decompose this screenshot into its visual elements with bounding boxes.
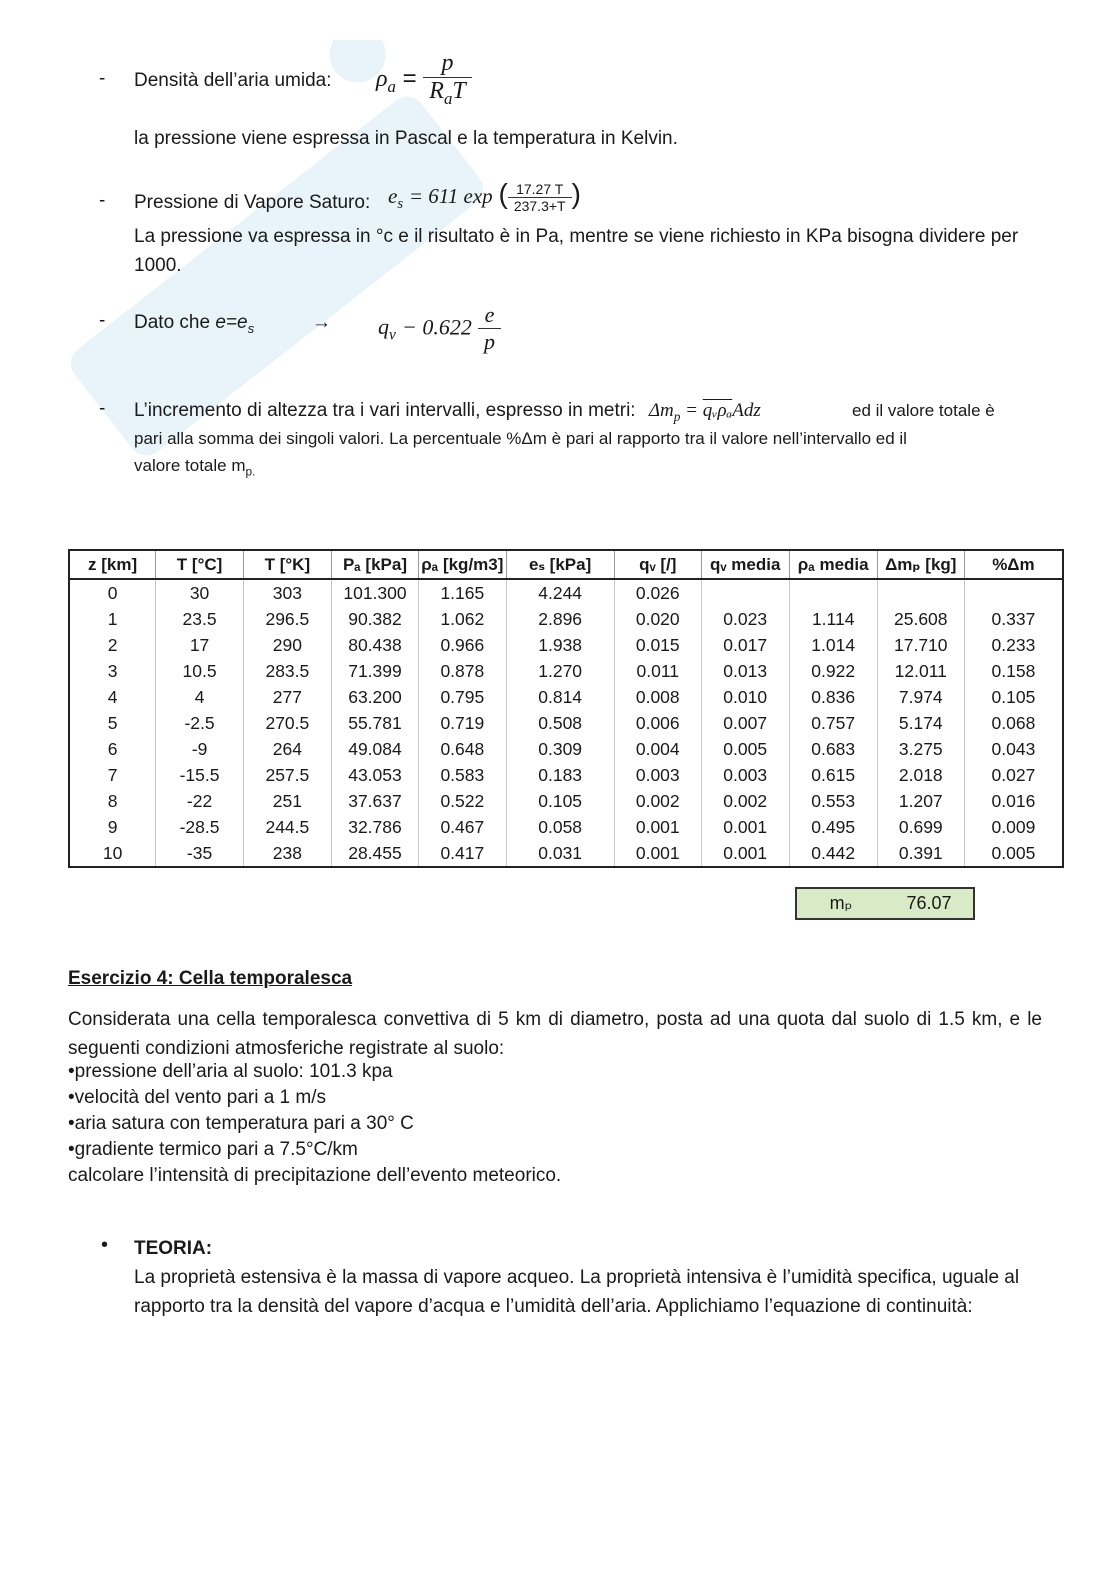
table-cell: -22: [156, 788, 244, 814]
table-cell: 0.017: [701, 632, 789, 658]
column-header: ρₐ [kg/m3]: [419, 550, 506, 579]
table-cell: 0.467: [419, 814, 506, 840]
table-cell: 2: [69, 632, 156, 658]
table-cell: [877, 579, 964, 606]
table-cell: 0.553: [789, 788, 877, 814]
table-cell: 0.648: [419, 736, 506, 762]
table-cell: 0.068: [964, 710, 1063, 736]
table-row: [69, 840, 1063, 867]
column-header: qᵥ [/]: [614, 550, 701, 579]
table-cell: 0.026: [614, 579, 701, 606]
table-cell: 80.438: [331, 632, 418, 658]
table-cell: 0.011: [614, 658, 701, 684]
table-cell: 0.337: [964, 606, 1063, 632]
table-cell: 0.522: [419, 788, 506, 814]
exercise-item: •aria satura con temperatura pari a 30° C: [68, 1113, 414, 1134]
list-dash: -: [99, 190, 106, 211]
table-cell: 1.165: [419, 579, 506, 606]
column-header: Δmₚ [kg]: [877, 550, 964, 579]
table-cell: 2.896: [506, 606, 614, 632]
table-cell: 0.002: [701, 788, 789, 814]
table-row: [69, 814, 1063, 840]
table-cell: 10.5: [156, 658, 244, 684]
bullet-icon: •: [101, 1234, 109, 1256]
column-header: eₛ [kPa]: [506, 550, 614, 579]
list-dash: -: [99, 68, 106, 89]
table-cell: 37.637: [331, 788, 418, 814]
table-cell: -35: [156, 840, 244, 867]
table-cell: 0.442: [789, 840, 877, 867]
table-cell: 71.399: [331, 658, 418, 684]
density-note: la pressione viene espressa in Pascal e la temperatura in Kelvin.: [134, 128, 678, 149]
column-header: T [°C]: [156, 550, 244, 579]
table-cell: 0.004: [614, 736, 701, 762]
table-cell: 4: [69, 684, 156, 710]
table-cell: 0.058: [506, 814, 614, 840]
table-cell: 2.018: [877, 762, 964, 788]
table-cell: -9: [156, 736, 244, 762]
table-cell: -15.5: [156, 762, 244, 788]
table-cell: 0.001: [614, 814, 701, 840]
exercise-intro: Considerata una cella temporalesca convettiva di 5 km di diametro, posta ad una quota dal suolo di 1.5 km, e le seguenti condizioni atmosferiche registrate al suolo:: [68, 1009, 1042, 1059]
table-cell: 0.009: [964, 814, 1063, 840]
given-label: Dato che $e=e_s$: [134, 312, 255, 336]
table-cell: 49.084: [331, 736, 418, 762]
list-dash: -: [99, 310, 106, 331]
exercise-question: calcolare l’intensità di precipitazione dell’evento meteorico.: [68, 1165, 562, 1186]
increment-text-b: ed il valore totale è: [852, 401, 995, 420]
table-cell: 1.114: [789, 606, 877, 632]
table-cell: 0.309: [506, 736, 614, 762]
table-cell: 1.014: [789, 632, 877, 658]
list-dash: -: [99, 398, 106, 419]
table-cell: 277: [243, 684, 331, 710]
table-cell: 0.010: [701, 684, 789, 710]
table-cell: 10: [69, 840, 156, 867]
total-mp-box: [795, 887, 975, 920]
column-header: T [°K]: [243, 550, 331, 579]
table-cell: 0: [69, 579, 156, 606]
table-cell: 0.006: [614, 710, 701, 736]
table-cell: 3.275: [877, 736, 964, 762]
table-cell: 32.786: [331, 814, 418, 840]
table-cell: 55.781: [331, 710, 418, 736]
table-cell: 1.062: [419, 606, 506, 632]
increment-text-line1: L’incremento di altezza tra i vari intervalli, espresso in metri: $\Delta m_p$ = qᵥρₐAdz: [134, 400, 761, 424]
table-cell: 1.270: [506, 658, 614, 684]
table-cell: 0.005: [964, 840, 1063, 867]
table-cell: 25.608: [877, 606, 964, 632]
exercise-item: •pressione dell’aria al suolo: 101.3 kpa: [68, 1061, 393, 1082]
table-cell: 6: [69, 736, 156, 762]
table-cell: 0.001: [701, 814, 789, 840]
table-cell: 0.814: [506, 684, 614, 710]
increment-text-c: pari alla somma dei singoli valori. La percentuale %Δm è pari al rapporto tra il valore nell’intervallo ed il: [134, 429, 907, 448]
table-cell: 0.023: [701, 606, 789, 632]
exercise-item: •gradiente termico pari a 7.5°C/km: [68, 1139, 358, 1160]
table-cell: [789, 579, 877, 606]
saturation-label: Pressione di Vapore Saturo:: [134, 192, 371, 213]
table-cell: 28.455: [331, 840, 418, 867]
table-row: [69, 710, 1063, 736]
table-cell: 0.013: [701, 658, 789, 684]
table-cell: 0.105: [964, 684, 1063, 710]
table-row: [69, 788, 1063, 814]
table-cell: 1.207: [877, 788, 964, 814]
column-header: %Δm: [964, 550, 1063, 579]
dm-formula: $\Delta m_p$ = qᵥρₐAdz: [648, 400, 761, 424]
table-row: [69, 762, 1063, 788]
table-cell: 0.508: [506, 710, 614, 736]
table-cell: 43.053: [331, 762, 418, 788]
table-cell: 0.233: [964, 632, 1063, 658]
table-cell: 0.922: [789, 658, 877, 684]
table-row: [69, 632, 1063, 658]
table-cell: 0.001: [701, 840, 789, 867]
table-cell: 4.244: [506, 579, 614, 606]
arrow-icon: →: [312, 312, 331, 333]
table-cell: 0.043: [964, 736, 1063, 762]
data-table: [68, 549, 1064, 868]
total-value: 76.07: [906, 893, 952, 913]
column-header: qᵥ media: [701, 550, 789, 579]
density-label: Densità dell’aria umida:: [134, 70, 332, 91]
table-cell: 63.200: [331, 684, 418, 710]
table-cell: 12.011: [877, 658, 964, 684]
table-cell: 7: [69, 762, 156, 788]
table-cell: 0.417: [419, 840, 506, 867]
table-row: [69, 736, 1063, 762]
table-cell: -2.5: [156, 710, 244, 736]
column-header: ρₐ media: [789, 550, 877, 579]
table-cell: 90.382: [331, 606, 418, 632]
table-cell: 0.027: [964, 762, 1063, 788]
table-cell: 0.158: [964, 658, 1063, 684]
table-header-row: [69, 550, 1063, 579]
table-cell: 23.5: [156, 606, 244, 632]
table-cell: [701, 579, 789, 606]
table-row: [69, 606, 1063, 632]
table-cell: 0.105: [506, 788, 614, 814]
table-row: [69, 684, 1063, 710]
table-cell: 0.757: [789, 710, 877, 736]
table-cell: 0.007: [701, 710, 789, 736]
table-cell: 0.015: [614, 632, 701, 658]
table-cell: 270.5: [243, 710, 331, 736]
table-cell: 0.495: [789, 814, 877, 840]
table-row: [69, 658, 1063, 684]
table-cell: 0.836: [789, 684, 877, 710]
theory-title: TEORIA:: [134, 1238, 213, 1259]
saturation-formula: $e_s = 611$ exp ( $\frac{17.27 T}{237.3+T}$ ): [388, 178, 581, 214]
table-cell: 0.003: [614, 762, 701, 788]
qv-formula: $q_v - 0.622$ $\frac{e}{p}$: [378, 302, 501, 355]
table-cell: 0.008: [614, 684, 701, 710]
table-cell: 251: [243, 788, 331, 814]
table-cell: 1.938: [506, 632, 614, 658]
table-cell: 290: [243, 632, 331, 658]
table-cell: 17: [156, 632, 244, 658]
table-cell: 257.5: [243, 762, 331, 788]
table-cell: -28.5: [156, 814, 244, 840]
column-header: z [km]: [69, 550, 156, 579]
table-cell: 0.183: [506, 762, 614, 788]
table-cell: 0.020: [614, 606, 701, 632]
table-cell: 238: [243, 840, 331, 867]
table-cell: 0.005: [701, 736, 789, 762]
table-row: [69, 579, 1063, 606]
table-cell: 244.5: [243, 814, 331, 840]
theory-body: La proprietà estensiva è la massa di vapore acqueo. La proprietà intensiva è l’umidità specifica, uguale al rapporto tra la densità del vapore d’acqua e l’umidità dell’aria. Applichiamo l’equazione di continuità:: [134, 1267, 1020, 1317]
table-cell: 0.966: [419, 632, 506, 658]
table-cell: 0.031: [506, 840, 614, 867]
density-formula: $\rho_a$ = $\frac{p}{R_aT}$: [376, 50, 472, 109]
column-header: Pₐ [kPa]: [331, 550, 418, 579]
table-cell: 4: [156, 684, 244, 710]
exercise-title: Esercizio 4: Cella temporalesca: [68, 968, 353, 989]
table-cell: 303: [243, 579, 331, 606]
table-cell: 0.878: [419, 658, 506, 684]
table-cell: 101.300: [331, 579, 418, 606]
exercise-item: •velocità del vento pari a 1 m/s: [68, 1087, 327, 1108]
total-label: mₚ: [829, 893, 853, 913]
increment-text-d: valore totale $m_{p.}$: [134, 456, 256, 479]
table-cell: 0.002: [614, 788, 701, 814]
table-cell: 5: [69, 710, 156, 736]
table-cell: 0.583: [419, 762, 506, 788]
table-cell: 1: [69, 606, 156, 632]
table-cell: 264: [243, 736, 331, 762]
table-cell: 0.699: [877, 814, 964, 840]
saturation-note: La pressione va espressa in °c e il risultato è in Pa, mentre se viene richiesto in KPa bisogna dividere per 1000.: [134, 226, 1019, 276]
table-cell: 0.719: [419, 710, 506, 736]
table-cell: 17.710: [877, 632, 964, 658]
table-cell: 283.5: [243, 658, 331, 684]
table-cell: [964, 579, 1063, 606]
table-cell: 296.5: [243, 606, 331, 632]
table-cell: 7.974: [877, 684, 964, 710]
table-cell: 0.016: [964, 788, 1063, 814]
table-cell: 0.683: [789, 736, 877, 762]
table-cell: 0.615: [789, 762, 877, 788]
table-cell: 30: [156, 579, 244, 606]
table-cell: 5.174: [877, 710, 964, 736]
table-cell: 8: [69, 788, 156, 814]
table-cell: 9: [69, 814, 156, 840]
table-cell: 0.795: [419, 684, 506, 710]
table-cell: 0.001: [614, 840, 701, 867]
table-cell: 3: [69, 658, 156, 684]
table-cell: 0.391: [877, 840, 964, 867]
table-cell: 0.003: [701, 762, 789, 788]
